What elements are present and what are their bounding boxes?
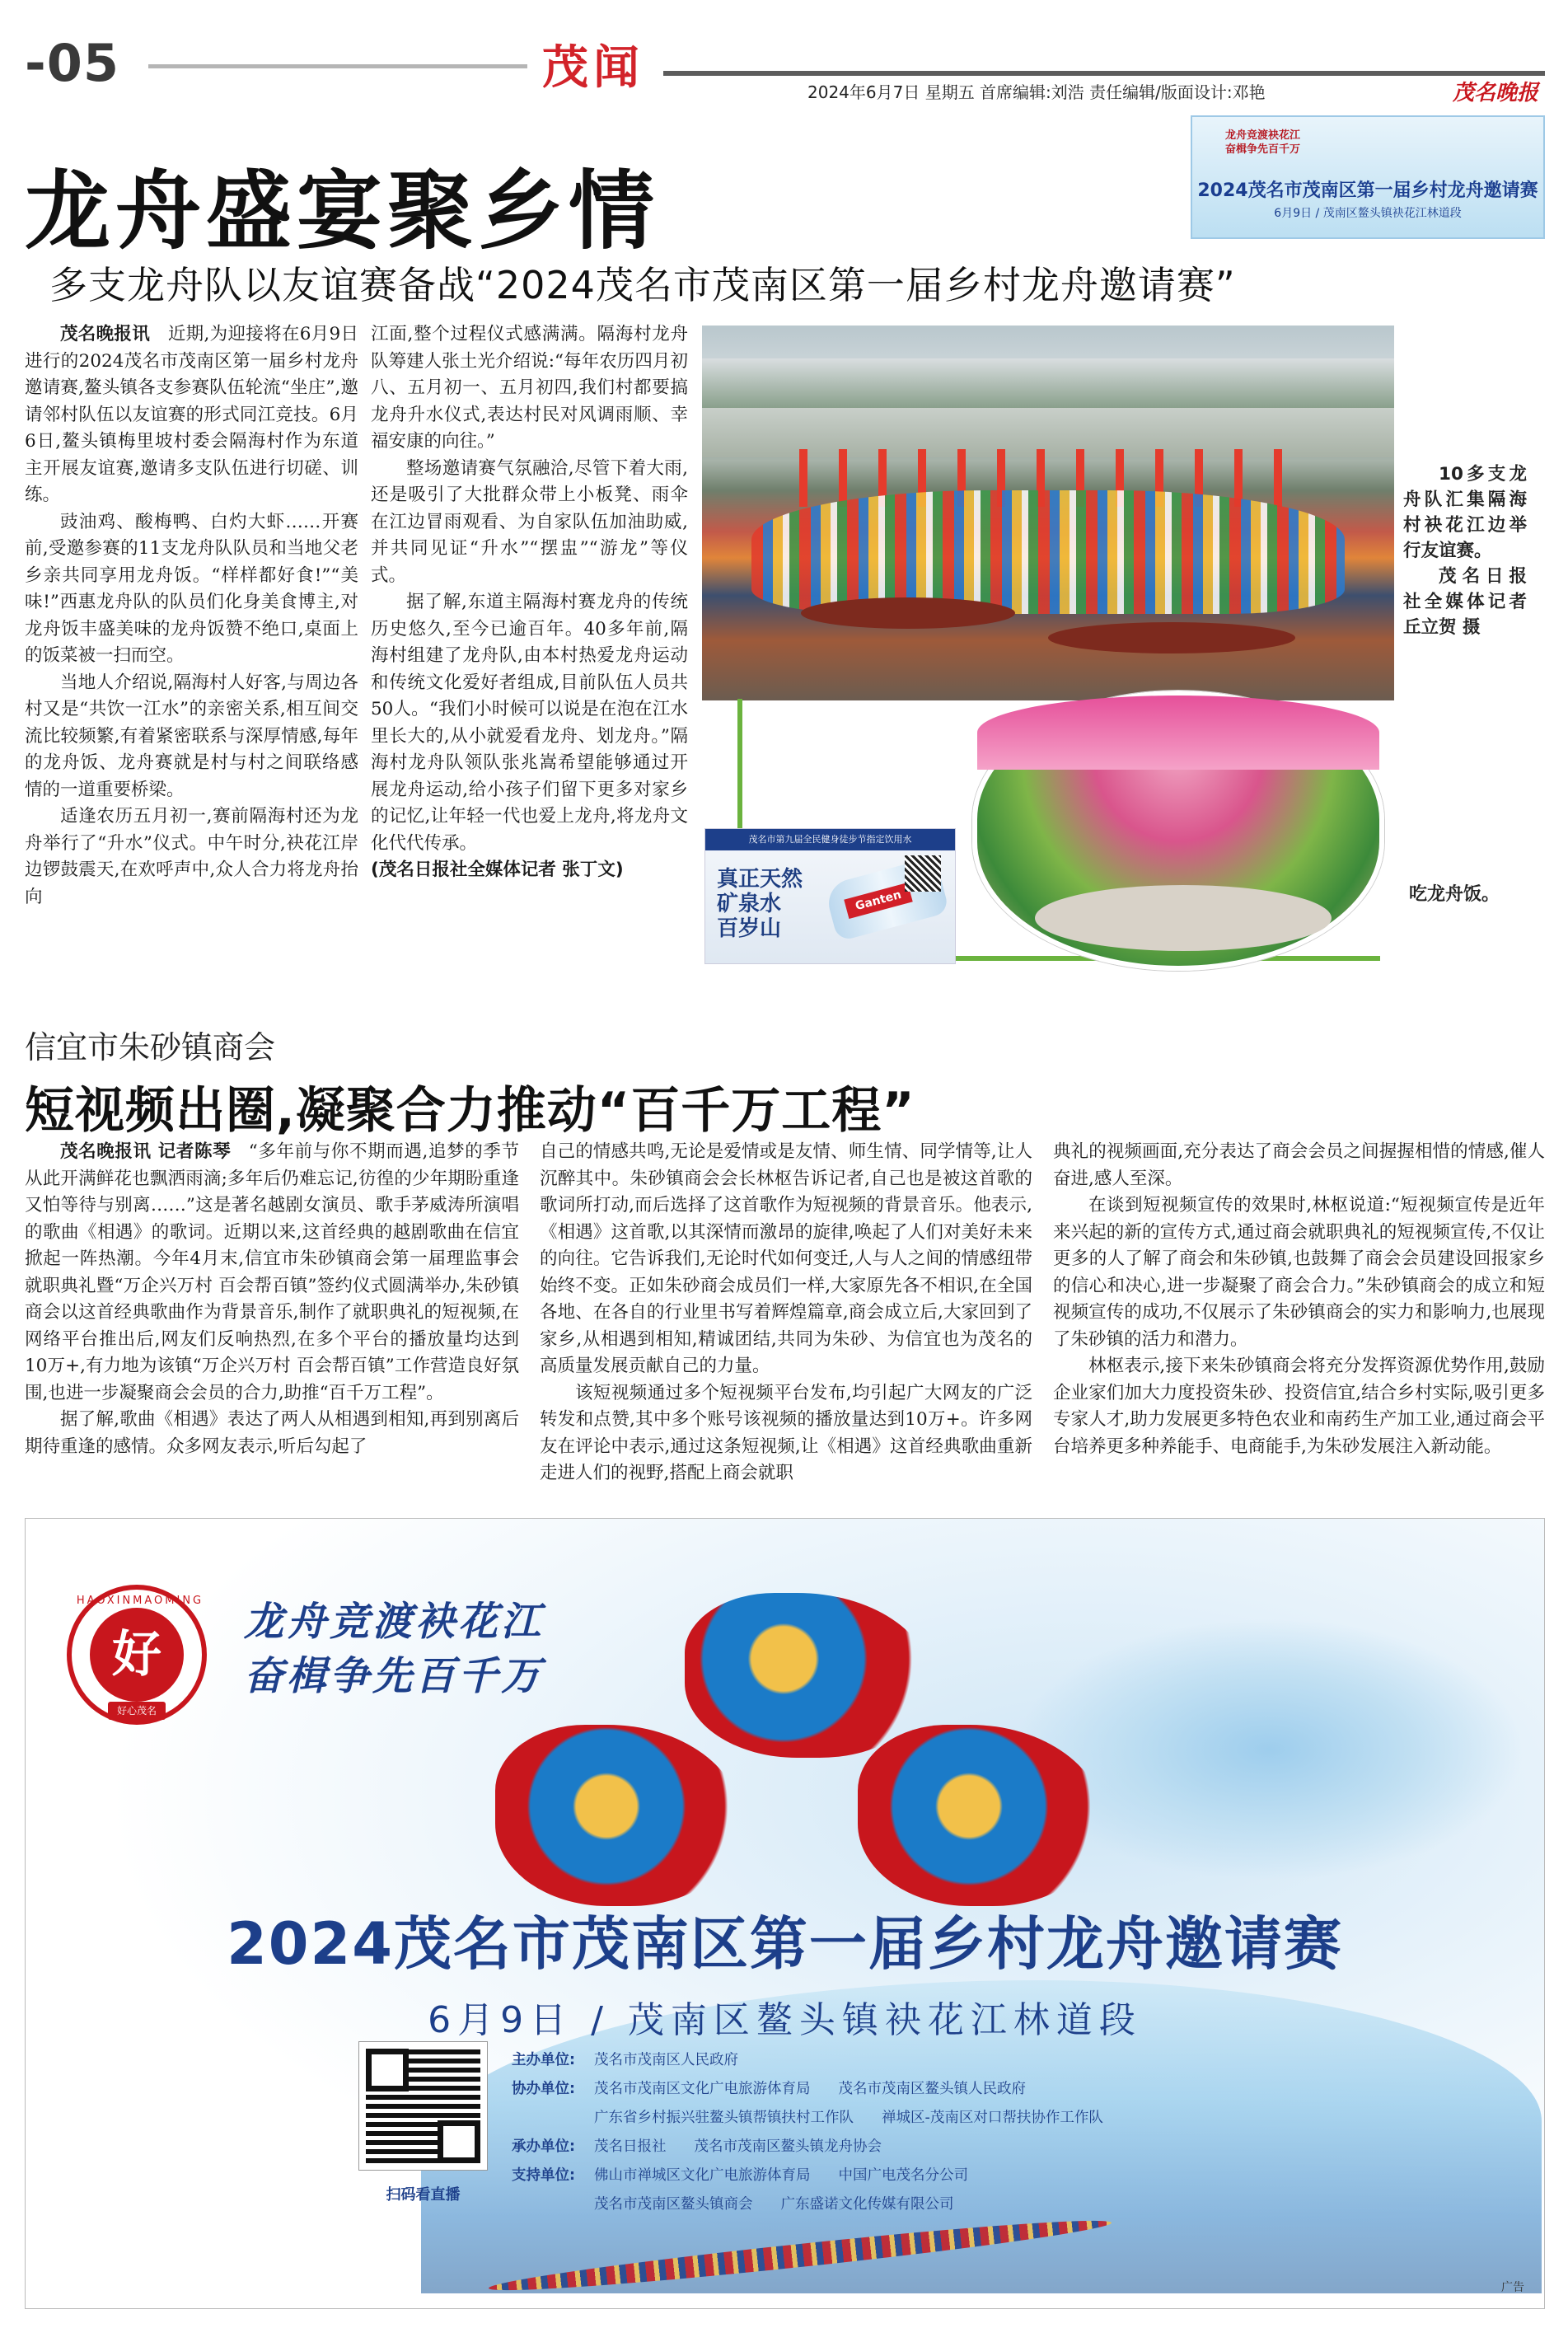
organizer-name: 茂名市茂南区鳌头镇人民政府 <box>838 2081 1026 2097</box>
organizer-name: 茂名市茂南区人民政府 <box>594 2052 738 2068</box>
section-tag: 茂闻 <box>542 41 644 95</box>
qr-code-icon <box>905 855 941 892</box>
article2-paragraph: “多年前与你不期而遇,追梦的季节从此开满鲜花也飘洒雨滴;多年后仍难忘记,彷徨的少年期盼重逢又怕等待与别离……”这是著名越剧女演员、歌手茅威涛所演唱的歌曲《相遇》的歌词。近期以来,这首经典的越剧歌曲在信宜掀起一阵热潮。今年4月末,信宜市朱砂镇商会第一届理监事会就职典礼暨“万企兴万村 百会帮百镇”签约仪式圆满举办,朱砂镇商会以这首经典歌曲作为背景音乐,制作了就职典礼的短视频,在网络平台推出后,网友们反响热烈,在多个平台的播放量均达到10万+,有力地为该镇“万企兴万村 百会帮百镇”工作营造良好氛围,也进一步凝聚商会会员的合力,助推“百千万工程”。 <box>25 1141 519 1403</box>
dragon-boat-meal-photo <box>972 691 1384 971</box>
caption-credit: 茂名日报社全媒体记者 丘立贺 摄 <box>1403 566 1527 638</box>
article1-lead: 茂名晚报讯 <box>60 324 151 344</box>
article1-paragraph: 当地人介绍说,隔海村人好客,与周边各村又是“共饮一江水”的亲密关系,相互间交流比较频繁,有着紧密联系与深厚情感,每年的龙舟饭、龙舟赛就是村与村之间联络感情的一道重要桥梁。 <box>25 672 358 800</box>
logo-ring-text: HAOXINMAOMING <box>76 1595 204 1607</box>
article1-paragraph: 据了解,东道主隔海村赛龙舟的传统历史悠久,至今已逾百年。40多年前,隔海村组建了龙舟队,由本村热爱龙舟运动和传统文化爱好者组成,目前队伍人员共50人。“我们小时候可以说是在泡在江水里长大的,从小就爱看龙舟、划龙舟。”隔海村龙舟队领队张兆嵩希望能够通过开展龙舟运动,给小孩子们留下更多对家乡的记忆,让年轻一代也爱上龙舟,将龙舟文化代代传承。 <box>371 592 688 854</box>
caption-text: 10多支龙舟队汇集隔海村袂花江边举行友谊赛。 <box>1403 464 1527 561</box>
organizer-row <box>512 2046 1131 2075</box>
organizer-name: 茂名日报社 <box>594 2138 667 2155</box>
water-brand-label: Ganten <box>844 883 912 919</box>
banner-slogan-line-1: 龙舟竞渡袂花江 <box>1225 129 1301 142</box>
photo-caption-meal: 吃龙舟饭。 <box>1409 884 1500 905</box>
article1-subheadline: 多支龙舟队以友谊赛备战“2024茂名市茂南区第一届乡村龙舟邀请赛” <box>49 263 1236 307</box>
organizer-name: 禅城区-茂南区对口帮扶协作工作队 <box>882 2110 1103 2126</box>
photo-caption-race <box>1403 461 1527 640</box>
article2-paragraph: 该短视频通过多个短视频平台发布,均引起广大网友的广泛转发和点赞,其中多个账号该视频的播放量达到10万+。许多网友在评论中表示,通过这条短视频,让《相遇》这首经典歌曲重新走进人们的视野,搭配上商会就职 <box>540 1382 1032 1483</box>
article2-paragraph: 据了解,歌曲《相遇》表达了两人从相遇到相知,再到别离后期待重逢的感情。众多网友表示,听后勾起了 <box>25 1409 519 1457</box>
dragon-boat-event-ad <box>25 1518 1545 2309</box>
article1-column-1 <box>25 321 358 911</box>
organizer-row <box>512 2104 1131 2133</box>
dragon-head-icon <box>495 1725 742 1906</box>
article1-paragraph: 近期,为迎接将在6月9日进行的2024茂名市茂南区第一届乡村龙舟邀请赛,鳌头镇各支参赛队伍轮流“坐庄”,邀请邻村队伍以友谊赛的形式同江竞技。6月6日,鳌头镇梅里坡村委会隔海村作为东道主开展友谊赛,邀请多支队伍进行切磋、训练。 <box>25 324 358 505</box>
header-rule <box>148 64 527 68</box>
event-banner-small <box>1191 115 1545 239</box>
photo-far-bank <box>702 358 1394 408</box>
organizer-row <box>512 2133 1131 2162</box>
article2-headline: 短视频出圈,凝聚合力推动“百千万工程” <box>25 1082 915 1140</box>
organizer-name: 佛山市禅城区文化广电旅游体育局 <box>594 2167 811 2184</box>
header-meta-bar <box>663 71 1545 105</box>
organizer-row <box>512 2075 1131 2104</box>
photo-canopy <box>977 696 1379 770</box>
organizer-name: 广东省乡村振兴驻鳌头镇帮镇扶村工作队 <box>594 2110 854 2126</box>
organizer-name: 茂名市茂南区文化广电旅游体育局 <box>594 2081 811 2097</box>
ad-slogan <box>244 1595 544 1703</box>
article2-column-2 <box>540 1139 1032 1487</box>
article1-paragraph: 适逢农历五月初一,赛前隔海村还为龙舟举行了“升水”仪式。中午时分,袂花江岸边锣鼓震天,在欢呼声中,众人合力将龙舟抬向 <box>25 806 358 907</box>
organizer-role: 支持单位: <box>512 2167 575 2184</box>
photo-boat <box>1048 622 1295 653</box>
article2-lead: 茂名晚报讯 记者陈琴 <box>60 1141 232 1162</box>
organizer-name: 广东盛诺文化传媒有限公司 <box>780 2196 954 2213</box>
qr-code-icon[interactable] <box>359 2042 487 2170</box>
article1-paragraph: 江面,整个过程仪式感满满。隔海村龙舟队筹建人张土光介绍说:“每年农历四月初八、五月初一、五月初四,我们村都要搞龙舟升水仪式,表达村民对风调雨顺、幸福安康的向往。” <box>371 324 688 452</box>
photo-boat <box>801 597 1015 629</box>
page-number: -05 <box>25 33 120 93</box>
paper-logo: 茂名晚报 <box>1452 81 1538 105</box>
organizer-row <box>512 2190 1131 2219</box>
banner-subtitle: 6月9日 / 茂南区鳌头镇袂花江林道段 <box>1274 207 1462 220</box>
article2-paragraph: 典礼的视频画面,充分表达了商会会员之间握握相惜的情感,催人奋进,感人至深。 <box>1053 1141 1545 1189</box>
ad-slogan-line: 龙舟竞渡袂花江 <box>244 1599 545 1645</box>
organizer-role: 协办单位: <box>512 2081 575 2097</box>
article2-column-3 <box>1053 1139 1545 1460</box>
organizer-name: 茂名市茂南区鳌头镇龙舟协会 <box>694 2138 882 2155</box>
logo-caption: 好心茂名 <box>108 1702 166 1720</box>
organizer-row <box>512 2162 1131 2190</box>
issue-meta: 2024年6月7日 星期五 首席编辑:刘浩 责任编辑/版面设计:邓艳 <box>807 82 1266 102</box>
organizer-name: 中国广电茂名分公司 <box>838 2167 968 2184</box>
organizer-role: 承办单位: <box>512 2138 575 2155</box>
ad-slogan-line: 奋楫争先百千万 <box>244 1653 545 1699</box>
article1-headline: 龙舟盛宴聚乡情 <box>25 161 660 261</box>
article2-kicker: 信宜市朱砂镇商会 <box>25 1029 276 1066</box>
qr-caption: 扫码看直播 <box>386 2186 461 2204</box>
article2-paragraph: 在谈到短视频宣传的效果时,林枢说道:“短视频宣传是近年来兴起的新的宣传方式,通过商会就职典礼的短视频宣传,不仅让更多的人了解了商会和朱砂镇,也鼓舞了商会会员建设回报家乡的信心和决心,进一步凝聚了商会合力。”朱砂镇商会的成立和短视频宣传的成功,不仅展示了朱砂镇商会的实力和影响力,也展现了朱砂镇的活力和潜力。 <box>1053 1195 1545 1350</box>
banner-slogan <box>1225 129 1300 157</box>
logo-mark: 好 <box>90 1608 184 1702</box>
water-ad-line: 真正天然 <box>717 867 803 892</box>
article1-byline: (茂名日报社全媒体记者 张丁文) <box>371 860 624 880</box>
organizer-role <box>512 2190 594 2219</box>
organizer-role: 主办单位: <box>512 2052 575 2068</box>
dragon-boat-race-photo <box>702 326 1394 700</box>
article1-paragraph: 整场邀请赛气氛融洽,尽管下着大雨,还是吸引了大批群众带上小板凳、雨伞在江边冒雨观看、为自家队伍加油助威,并共同见证“升水”“摆盅”“游龙”等仪式。 <box>371 457 688 586</box>
ad-label: 广告 <box>1501 2281 1524 2294</box>
water-ad-sponsor-line: 茂名市第九届全民健身徒步节指定饮用水 <box>705 829 955 850</box>
photo-crowd <box>751 490 1345 614</box>
article2-column-1 <box>25 1139 519 1460</box>
photo-table <box>1035 885 1332 951</box>
mineral-water-ad <box>704 828 956 964</box>
article2-paragraph: 林枢表示,接下来朱砂镇商会将充分发挥资源优势作用,鼓励企业家们加大力度投资朱砂、投资信宜,结合乡村实际,吸引更多专家人才,助力发展更多特色农业和南药生产加工业,通过商会平台培养更多种养能手、电商能手,为朱砂发展注入新动能。 <box>1053 1356 1545 1457</box>
dragon-head-icon <box>685 1593 932 1758</box>
article2-paragraph: 自己的情感共鸣,无论是爱情或是友情、师生情、同学情等,让人沉醉其中。朱砂镇商会会长林枢告诉记者,自己也是被这首歌的歌词所打动,而后选择了这首歌作为短视频的背景音乐。他表示,《相遇》这首歌,以其深情而激昂的旋律,唤起了人们对美好未来的向往。它告诉我们,无论时代如何变迁,人与人之间的情感纽带始终不变。正如朱砂商会成员们一样,大家原先各不相识,在全国各地、在各自的行业里书写着辉煌篇章,商会成立后,大家回到了家乡,从相遇到相知,精诚团结,共同为朱砂、为信宜也为茂名的高质量发展贡献自己的力量。 <box>540 1141 1032 1376</box>
water-ad-line: 矿泉水 <box>717 892 782 916</box>
ad-title: 2024茂名市茂南区第一届乡村龙舟邀请赛 <box>227 1910 1343 1978</box>
article1-paragraph: 豉油鸡、酸梅鸭、白灼大虾……开赛前,受邀参赛的11支龙舟队队员和当地父老乡亲共同享用龙舟饭。“样样都好食!”“美味!”西惠龙舟队的队员们化身美食博主,对龙舟饭丰盛美味的龙舟饭赞不绝口,桌面上的饭菜被一扫而空。 <box>25 511 358 666</box>
banner-slogan-line-2: 奋楫争先百千万 <box>1225 143 1301 156</box>
water-ad-slogan <box>717 867 803 941</box>
ad-date-place: 6月9日 / 茂南区鳌头镇袂花江林道段 <box>428 1999 1142 2041</box>
banner-title: 2024茂名市茂南区第一届乡村龙舟邀请赛 <box>1197 180 1538 201</box>
water-ad-line: 百岁山 <box>717 916 782 941</box>
organizer-list <box>512 2046 1131 2219</box>
haoxin-maoming-logo <box>67 1585 207 1725</box>
organizer-name: 茂名市茂南区鳌头镇商会 <box>594 2196 753 2213</box>
organizer-role <box>512 2104 594 2133</box>
article1-column-2 <box>371 321 688 884</box>
page-header <box>25 25 1545 107</box>
